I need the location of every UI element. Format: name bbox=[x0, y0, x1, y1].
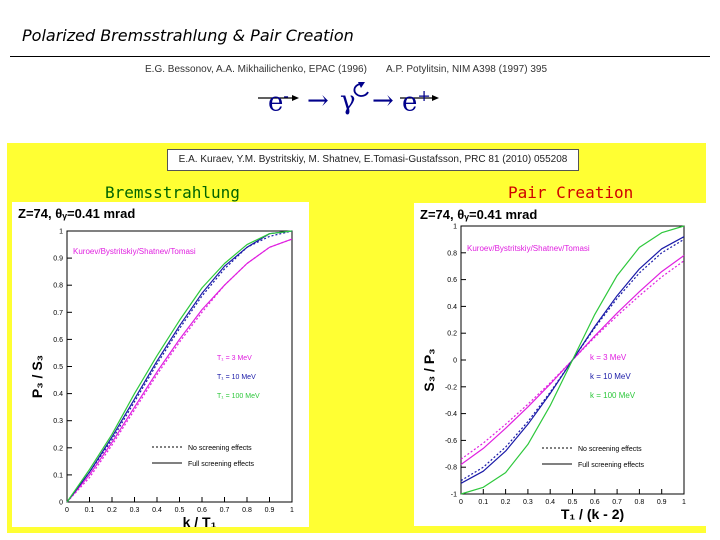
photon-symbol: γ bbox=[340, 86, 356, 116]
page-title: Polarized Bremsstrahlung & Pair Creation bbox=[22, 26, 354, 45]
x-tick-label: 0.5 bbox=[567, 499, 578, 506]
arrow-1: → bbox=[307, 86, 329, 116]
pair-creation-title: Pair Creation bbox=[508, 183, 634, 202]
x-tick-label: 0.1 bbox=[84, 507, 95, 514]
series-line-4 bbox=[461, 226, 684, 494]
y-tick-label: 0.4 bbox=[53, 391, 63, 399]
y-tick-label: 0 bbox=[453, 357, 457, 365]
legend-no-screening: No screening effects bbox=[578, 446, 642, 453]
x-tick-label: 1 bbox=[682, 499, 686, 506]
reference-box: E.A. Kuraev, Y.M. Bystritskiy, M. Shatnev, E.Tomasi-Gustafsson, PRC 81 (2010) 055208 bbox=[167, 149, 579, 171]
x-tick-label: 0.8 bbox=[242, 507, 252, 514]
legend-full-screening: Full screening effects bbox=[578, 462, 645, 469]
x-tick-label: 0 bbox=[459, 499, 463, 506]
x-tick-label: 0.8 bbox=[634, 499, 645, 506]
y-tick-label: -0.2 bbox=[444, 384, 457, 392]
x-axis-label: T₁ / (k - 2) bbox=[560, 506, 625, 522]
chart-inner-label: Kuroev/Bystritskiy/Shatnev/Tomasi bbox=[467, 244, 590, 253]
legend-no-screening: No screening effects bbox=[188, 445, 252, 452]
x-tick-label: 0.2 bbox=[107, 507, 117, 514]
x-tick-label: 0.5 bbox=[174, 507, 185, 514]
x-tick-label: 0.3 bbox=[129, 507, 140, 514]
x-tick-label: 1 bbox=[290, 507, 294, 514]
reference-left: E.G. Bessonov, A.A. Mikhailichenko, EPAC (1996) bbox=[145, 64, 367, 75]
legend-item: k = 3 MeV bbox=[590, 353, 627, 362]
positron-arrowhead bbox=[432, 95, 439, 101]
y-tick-label: 0 bbox=[59, 499, 63, 507]
electron-arrowhead bbox=[292, 95, 299, 101]
y-tick-label: 0.2 bbox=[53, 445, 63, 453]
x-tick-label: 0.6 bbox=[197, 507, 207, 514]
y-axis-label: S₃ / P₃ bbox=[421, 348, 437, 392]
y-tick-label: 0.2 bbox=[447, 330, 457, 338]
x-tick-label: 0.2 bbox=[500, 499, 511, 506]
y-tick-label: 0.5 bbox=[53, 364, 63, 371]
y-tick-label: 0.6 bbox=[447, 277, 457, 285]
y-tick-label: 0.1 bbox=[53, 472, 63, 480]
y-tick-label: 0.9 bbox=[53, 255, 63, 263]
legend-item: T₁ = 3 MeV bbox=[217, 355, 252, 362]
y-tick-label: -0.6 bbox=[444, 437, 457, 445]
y-tick-label: 0.3 bbox=[53, 418, 63, 426]
reaction-arrows bbox=[0, 0, 720, 140]
x-tick-label: 0 bbox=[65, 507, 69, 514]
x-tick-label: 0.1 bbox=[478, 499, 489, 506]
chart-title: Z=74, θᵧ=0.41 mrad bbox=[420, 207, 538, 222]
x-tick-label: 0.4 bbox=[152, 507, 162, 514]
y-tick-label: 0.6 bbox=[53, 336, 63, 344]
x-tick-label: 0.3 bbox=[523, 499, 533, 506]
reference-right: A.P. Potylitsin, NIM A398 (1997) 395 bbox=[386, 64, 548, 75]
electron-symbol: e- bbox=[268, 86, 289, 118]
bremsstrahlung-title: Bremsstrahlung bbox=[105, 183, 240, 202]
bremsstrahlung-chart bbox=[12, 202, 309, 527]
x-tick-label: 0.6 bbox=[589, 499, 600, 506]
chart-inner-label: Kuroev/Bystritskiy/Shatnev/Tomasi bbox=[73, 247, 196, 256]
y-tick-label: -0.8 bbox=[444, 464, 457, 472]
legend-full-screening: Full screening effects bbox=[188, 461, 255, 468]
positron-symbol: e+ bbox=[402, 86, 431, 118]
x-axis-label: k / T₁ bbox=[182, 514, 217, 527]
chart-title: Z=74, θᵧ=0.41 mrad bbox=[18, 206, 136, 221]
legend-item: k = 10 MeV bbox=[590, 372, 631, 381]
x-tick-label: 0.7 bbox=[219, 507, 230, 514]
legend-item: T₁ = 10 MeV bbox=[217, 374, 256, 381]
x-tick-label: 0.7 bbox=[612, 499, 622, 506]
y-tick-label: 0.7 bbox=[53, 309, 63, 317]
y-tick-label: -1 bbox=[450, 491, 457, 499]
legend-item: k = 100 MeV bbox=[590, 391, 636, 400]
arrow-2: → bbox=[372, 86, 394, 116]
y-tick-label: -0.4 bbox=[444, 411, 457, 419]
y-tick-label: 0.8 bbox=[447, 250, 457, 258]
y-tick-label: 1 bbox=[453, 223, 457, 231]
x-tick-label: 0.4 bbox=[545, 499, 556, 506]
y-tick-label: 0.4 bbox=[447, 303, 457, 311]
x-tick-label: 0.9 bbox=[264, 507, 275, 514]
pair-creation-chart bbox=[414, 203, 710, 526]
legend-item: T₁ = 100 MeV bbox=[217, 393, 260, 400]
y-axis-label: P₃ / S₃ bbox=[29, 354, 45, 399]
x-tick-label: 0.9 bbox=[656, 499, 667, 506]
y-tick-label: 1 bbox=[59, 228, 63, 236]
y-tick-label: 0.8 bbox=[53, 282, 63, 290]
